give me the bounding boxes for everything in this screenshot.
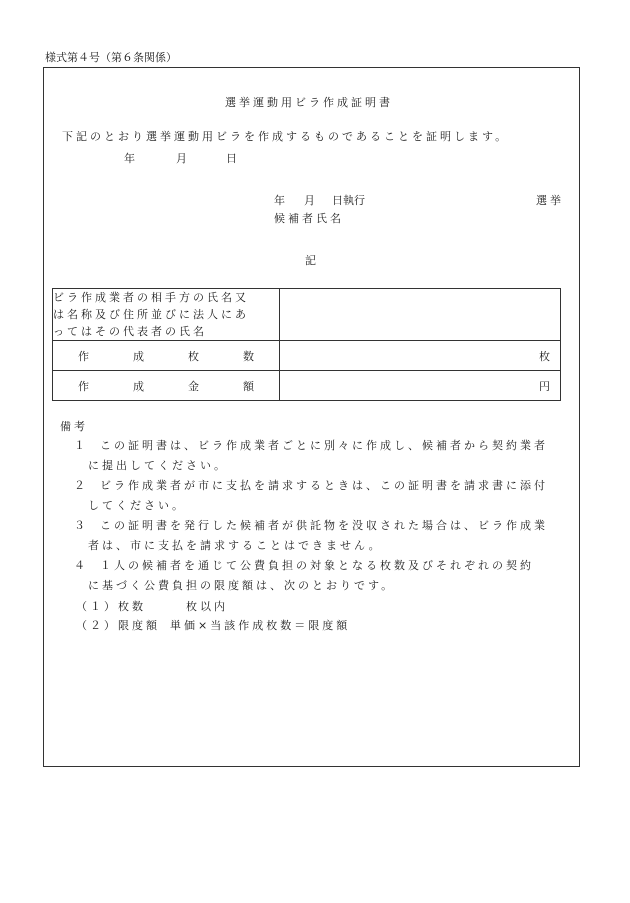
note-line: ビラ作成業者が市に支払を請求するときは、この証明書を請求書に添付 — [100, 479, 548, 492]
contractor-value-cell — [280, 289, 561, 341]
document-title: 選挙運動用ビラ作成証明書 — [225, 96, 393, 109]
sub-item-number: （２） — [76, 619, 118, 632]
form-number: 様式第４号（第６条関係） — [45, 51, 177, 64]
note-number: １ — [74, 439, 88, 452]
election-label: 選挙 — [536, 194, 564, 207]
sub-item-number: （１） — [76, 600, 118, 613]
date-month-label: 月 — [176, 152, 187, 165]
note-line: に基づく公費負担の限度額は、次のとおりです。 — [88, 579, 396, 592]
amount-unit: 円 — [539, 379, 550, 393]
table-row — [53, 289, 561, 341]
notes-heading: 備考 — [60, 420, 88, 433]
count-unit: 枚 — [539, 349, 550, 363]
note-number: ２ — [74, 479, 88, 492]
amount-label-char: 作 — [78, 379, 89, 393]
contractor-label-cell — [53, 289, 280, 341]
date-year-label: 年 — [124, 152, 135, 165]
amount-value-cell — [280, 371, 561, 401]
note-line: この証明書は、ビラ作成業者ごとに別々に作成し、候補者から契約業者 — [100, 439, 548, 452]
ki-label: 記 — [305, 254, 316, 267]
table-row — [53, 341, 561, 371]
note-item — [74, 476, 548, 516]
sub-item-suffix: 枚以内 — [186, 600, 228, 613]
amount-label-char: 金 — [188, 379, 199, 393]
count-label-char: 成 — [133, 349, 144, 363]
count-label-cell — [53, 341, 280, 371]
amount-label-cell — [53, 371, 280, 401]
election-day-label: 日執行 — [332, 194, 365, 207]
count-label-char: 作 — [78, 349, 89, 363]
count-label-char: 数 — [243, 349, 254, 363]
note-line: 者は、市に支払を請求することはできません。 — [88, 539, 383, 552]
sub-item-2 — [76, 617, 350, 633]
contractor-label-line: ってはその代表者の氏名 — [53, 325, 207, 338]
amount-label-char: 成 — [133, 379, 144, 393]
count-value-cell — [280, 341, 561, 371]
candidate-name-label: 候補者氏名 — [274, 212, 344, 225]
form-frame — [43, 67, 580, 767]
note-item — [74, 516, 548, 556]
note-item — [74, 436, 548, 476]
note-number: ３ — [74, 519, 88, 532]
details-table — [52, 288, 561, 401]
sub-item-text: 限度額 — [118, 619, 160, 632]
note-item — [74, 556, 534, 596]
count-label-char: 枚 — [188, 349, 199, 363]
sub-item-suffix: 単価×当該作成枚数＝限度額 — [170, 619, 351, 632]
note-line: に提出してください。 — [88, 459, 228, 472]
election-year-label: 年 — [274, 194, 285, 207]
contractor-label-line: ビラ作成業者の相手方の氏名又 — [53, 291, 249, 304]
contractor-label-line: は名称及び住所並びに法人にあ — [53, 308, 249, 321]
amount-label-char: 額 — [243, 379, 254, 393]
certification-statement: 下記のとおり選挙運動用ビラを作成するものであることを証明します。 — [62, 130, 510, 143]
note-line: してください。 — [88, 499, 186, 512]
sub-item-1 — [76, 598, 228, 614]
note-line: １人の候補者を通じて公費負担の対象となる枚数及びそれぞれの契約 — [100, 559, 534, 572]
election-month-label: 月 — [304, 194, 315, 207]
date-day-label: 日 — [226, 152, 237, 165]
note-line: この証明書を発行した候補者が供託物を没収された場合は、ビラ作成業 — [100, 519, 548, 532]
sub-item-text: 枚数 — [118, 600, 146, 613]
table-row — [53, 371, 561, 401]
note-number: ４ — [74, 559, 88, 572]
